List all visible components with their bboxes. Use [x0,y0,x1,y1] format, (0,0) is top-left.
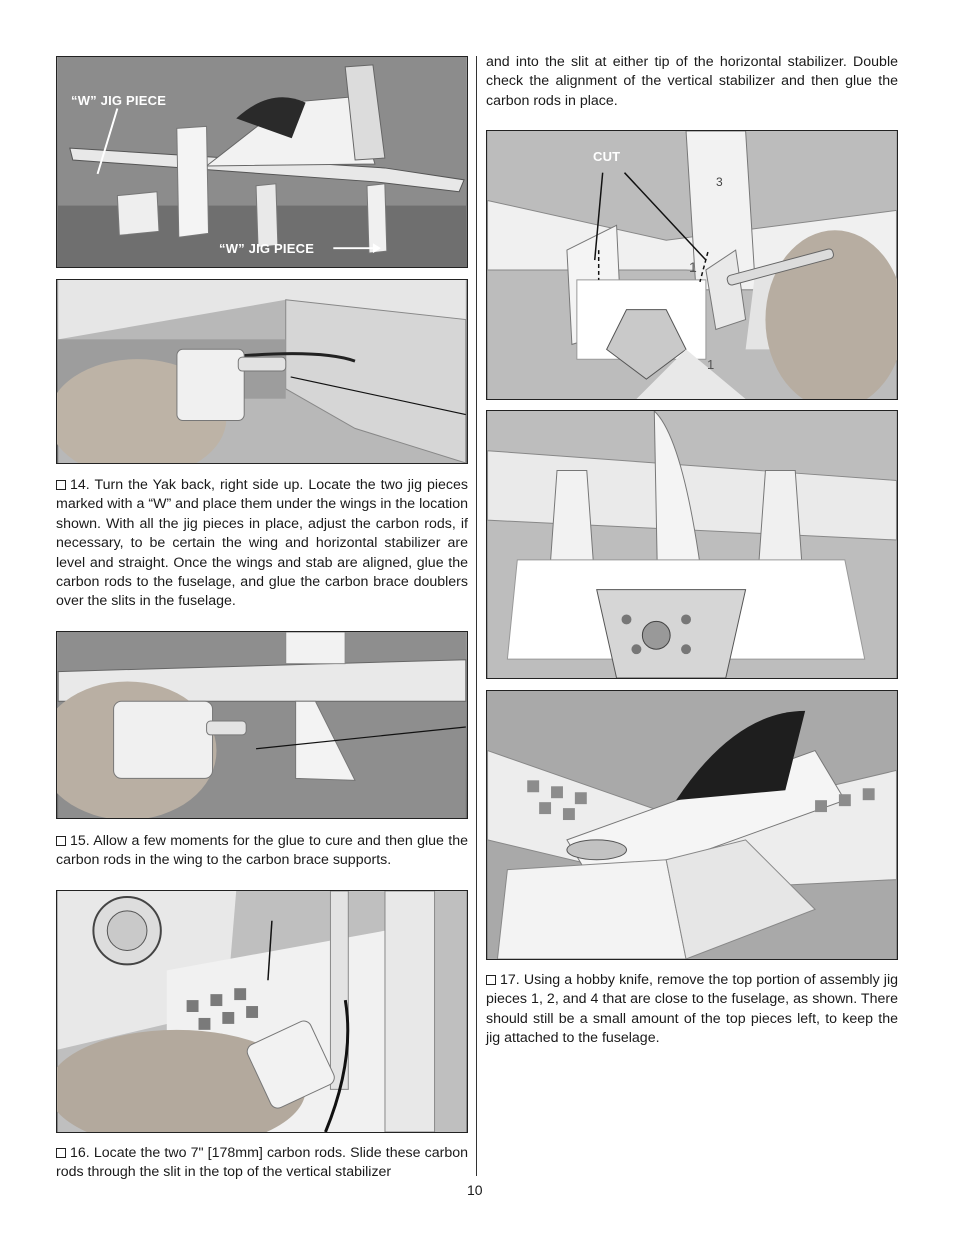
photo-vertical-stab-rods-drawing [57,891,467,1132]
photo-plane-top-view-drawing [487,691,897,959]
step-14-body: 14. Turn the Yak back, right side up. Locate the two jig pieces marked with a “W” and place them under the wings in the location shown. With all the jig pieces in place, adjust the carbon rods, if necessary, to be certain the wing and horizontal stabilizer are level and straight. Once the wings and stab are aligned, glue the carbon rods to the fuselage, and glue the carbon brace doublers over the slits in the fuselage. [56,477,468,610]
photo-glue-carbon-brace-drawing [57,632,467,818]
step-15-checkbox[interactable] [56,836,66,846]
step-17-text [486,971,898,1049]
photo-jig-after-cut-drawing [487,411,897,678]
step-16-checkbox[interactable] [56,1148,66,1158]
photo-jig-pieces-drawing [57,57,467,267]
step-16-body: 16. Locate the two 7" [178mm] carbon rods. Slide these carbon rods through the slit in the top of the vertical stabilizer [56,1145,468,1181]
callout-cut: CUT [593,149,621,164]
jig-number-1-upper: 1 [689,259,697,275]
photo-glue-wing-fuselage [56,279,468,464]
photo-cut-jig-pieces [486,130,898,400]
photo-jig-pieces [56,56,468,268]
step-15-body: 15. Allow a few moments for the glue to cure and then glue the carbon rods in the wing to the carbon brace supports. [56,833,468,869]
photo-vertical-stab-rods [56,890,468,1133]
step-16-text [56,1144,468,1183]
step-14-text [56,476,468,612]
photo-jig-after-cut [486,410,898,679]
photo-plane-top-view [486,690,898,960]
step-17-body: 17. Using a hobby knife, remove the top portion of assembly jig pieces 1, 2, and 4 that are close to the fuselage, as shown. There should still be a small amount of the top pieces left, to keep the jig attached to the fuselage. [486,972,898,1047]
step-17-checkbox[interactable] [486,975,496,985]
photo-glue-wing-fuselage-drawing [57,280,467,463]
step-14-checkbox[interactable] [56,480,66,490]
page-number: 10 [467,1182,483,1198]
jig-number-1-lower: 1 [707,357,715,372]
step-16-continued-text: and into the slit at either tip of the horizontal stabilizer. Double check the alignment of the vertical stabilizer and then glue the carbon rods in place. [486,54,898,109]
jig-number-3: 3 [716,175,723,189]
callout-w-jig-piece-top: “W” JIG PIECE [71,93,167,108]
step-15-text [56,832,468,871]
callout-w-jig-piece-bottom: “W” JIG PIECE [219,241,315,256]
column-divider [476,56,477,1176]
photo-glue-carbon-brace [56,631,468,819]
